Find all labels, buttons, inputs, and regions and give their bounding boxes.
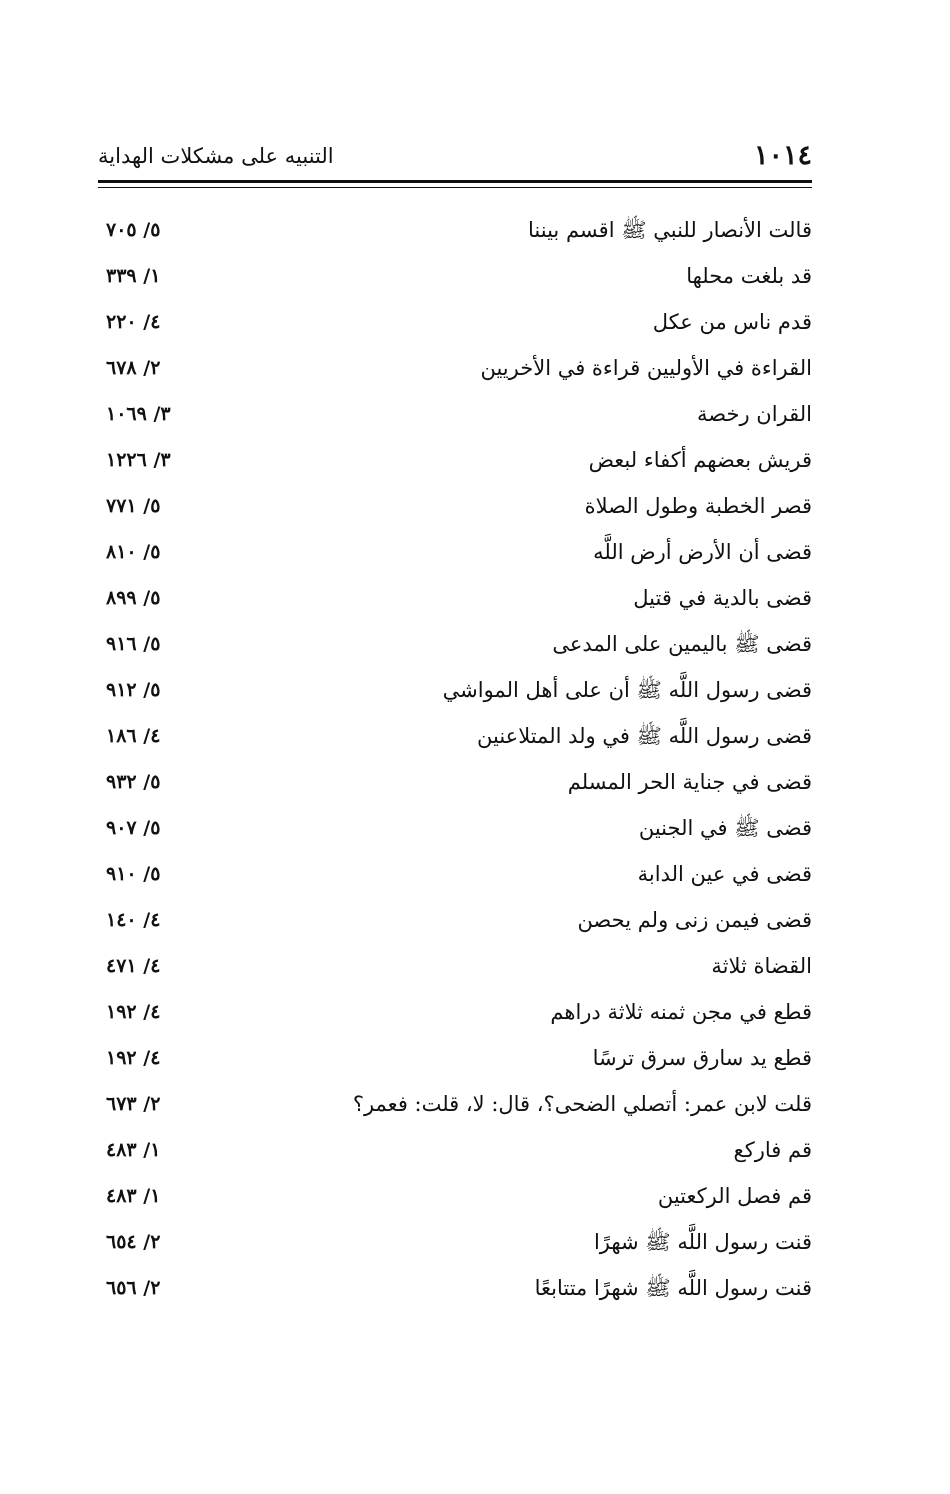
entry-text: قلت لابن عمر: أتصلي الضحى؟، قال: لا، قلت: فعمر؟: [352, 1092, 812, 1116]
index-entry: [98, 851, 812, 897]
entry-text: قريش بعضهم أكفاء لبعض: [588, 448, 812, 472]
index-entry: [98, 437, 812, 483]
entry-reference: ٤/ ١٤٠: [106, 909, 161, 931]
index-entry: [98, 207, 812, 253]
index-entry: [98, 1081, 812, 1127]
entry-reference: ٢/ ٦٥٤: [106, 1231, 161, 1253]
entry-reference: ١/ ٤٨٣: [106, 1139, 161, 1161]
entry-reference: ٥/ ٩٣٢: [106, 771, 161, 793]
entry-reference: ١/ ٣٣٩: [106, 265, 161, 287]
index-entry: [98, 1173, 812, 1219]
entry-reference: ٤/ ١٩٢: [106, 1001, 161, 1023]
entry-text: قضى أن الأرض أرض اللَّه: [593, 540, 812, 564]
page-header: [98, 136, 812, 176]
hadith-index-list: [98, 207, 812, 1311]
entry-reference: ٥/ ٨١٠: [106, 541, 161, 563]
entry-text: قضى بالدية في قتيل: [633, 586, 812, 610]
index-entry: [98, 621, 812, 667]
index-entry: [98, 759, 812, 805]
entry-text: قطع في مجن ثمنه ثلاثة دراهم: [550, 1000, 812, 1024]
entry-text: قنت رسول اللَّه ﷺ شهرًا متتابعًا: [534, 1276, 812, 1300]
entry-text: القراءة في الأوليين قراءة في الأخريين: [480, 356, 812, 380]
entry-text: قالت الأنصار للنبي ﷺ اقسم بيننا: [528, 218, 812, 242]
index-entry: [98, 1219, 812, 1265]
index-entry: [98, 575, 812, 621]
entry-reference: ٢/ ٦٥٦: [106, 1277, 161, 1299]
running-title: التنبيه على مشكلات الهداية: [98, 144, 334, 168]
entry-reference: ٥/ ٩١٦: [106, 633, 161, 655]
entry-reference: ٤/ ١٨٦: [106, 725, 161, 747]
index-entry: [98, 1127, 812, 1173]
index-entry: [98, 989, 812, 1035]
index-entry: [98, 713, 812, 759]
entry-reference: ٤/ ٤٧١: [106, 955, 161, 977]
index-entry: [98, 529, 812, 575]
entry-reference: ٥/ ٧٧١: [106, 495, 161, 517]
entry-text: قم فصل الركعتين: [657, 1184, 812, 1208]
entry-text: قضى في جناية الحر المسلم: [567, 770, 812, 794]
entry-reference: ٢/ ٦٧٨: [106, 357, 161, 379]
entry-text: القضاة ثلاثة: [711, 954, 812, 978]
entry-reference: ١/ ٤٨٣: [106, 1185, 161, 1207]
entry-reference: ٤/ ١٩٢: [106, 1047, 161, 1069]
entry-text: قم فاركع: [733, 1138, 812, 1162]
entry-text: قضى رسول اللَّه ﷺ أن على أهل المواشي: [442, 678, 812, 702]
index-entry: [98, 1265, 812, 1311]
entry-reference: ٥/ ٨٩٩: [106, 587, 161, 609]
page-number: ١٠١٤: [753, 140, 812, 171]
entry-reference: ٣/ ١٢٢٦: [106, 449, 171, 471]
index-entry: [98, 483, 812, 529]
index-entry: [98, 897, 812, 943]
entry-text: قصر الخطبة وطول الصلاة: [584, 494, 812, 518]
entry-text: قضى رسول اللَّه ﷺ في ولد المتلاعنين: [477, 724, 812, 748]
entry-reference: ٣/ ١٠٦٩: [106, 403, 171, 425]
index-entry: [98, 299, 812, 345]
entry-reference: ٤/ ٢٢٠: [106, 311, 161, 333]
index-entry: [98, 805, 812, 851]
entry-reference: ٥/ ٧٠٥: [106, 219, 161, 241]
index-entry: [98, 943, 812, 989]
index-entry: [98, 1035, 812, 1081]
entry-reference: ٥/ ٩١٠: [106, 863, 161, 885]
header-rule-thin: [98, 187, 812, 188]
index-entry: [98, 391, 812, 437]
entry-text: قضى فيمن زنى ولم يحصن: [577, 908, 812, 932]
entry-text: قنت رسول اللَّه ﷺ شهرًا: [593, 1230, 812, 1254]
index-entry: [98, 253, 812, 299]
entry-text: قضى ﷺ في الجنين: [638, 816, 812, 840]
entry-text: قضى ﷺ باليمين على المدعى: [552, 632, 812, 656]
header-rule-thick: [98, 180, 812, 183]
index-entry: [98, 345, 812, 391]
entry-text: القران رخصة: [697, 402, 812, 426]
entry-reference: ٥/ ٩٠٧: [106, 817, 161, 839]
entry-reference: ٢/ ٦٧٣: [106, 1093, 161, 1115]
entry-text: قد بلغت محلها: [686, 264, 812, 288]
entry-reference: ٥/ ٩١٢: [106, 679, 161, 701]
entry-text: قدم ناس من عكل: [652, 310, 812, 334]
entry-text: قطع يد سارق سرق ترسًا: [592, 1046, 812, 1070]
index-entry: [98, 667, 812, 713]
entry-text: قضى في عين الدابة: [637, 862, 812, 886]
